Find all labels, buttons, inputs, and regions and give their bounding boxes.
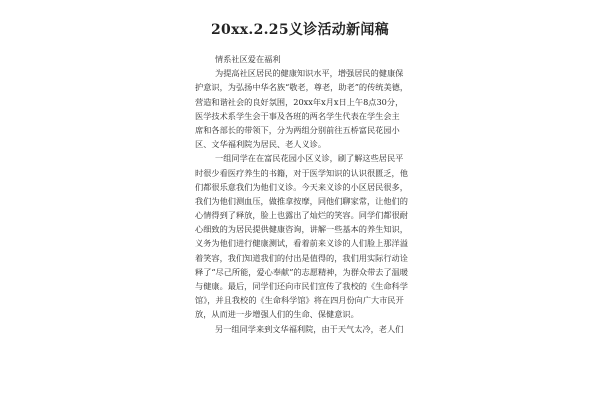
paragraph-line: 护意识，为弘扬中华名族“敬老，尊老，助老”的传统美德， <box>195 82 409 93</box>
paragraph-line: 义务为他们进行健康测试，看着前来义诊的人们脸上那洋溢 <box>195 238 408 249</box>
paragraph-line: 馆》，并且我校的《生命科学馆》将在四月份向广大市民开 <box>195 295 404 306</box>
paragraph-line: 放，从而进一步增强人们的生命、保健意识。 <box>195 309 359 320</box>
paragraph-line: 心细致的为居民提供健康咨询，讲解一些基本的养生知识， <box>195 224 408 235</box>
paragraph-line: 医学技术系学生会干事及各班的两名学生代表在学生会主 <box>195 110 400 121</box>
paragraph-line: 们都很乐意我们为他们义诊。今天来义诊的小区居民很多， <box>195 181 408 192</box>
paragraph-line: 我们为他们测血压，做推拿按摩，同他们聊家常，让他们的 <box>195 195 408 206</box>
document-subtitle: 情系社区爱在福利 <box>215 54 281 64</box>
paragraph-line: 席和各部长的带领下，分为两组分别前往五桥富民花园小 <box>195 124 400 135</box>
paragraph-line: 另一组同学来到文华福利院，由于天气太冷，老人们 <box>215 323 404 334</box>
paragraph-line: 释了“尽己所能，爱心奉献”的志愿精神，为群众带去了温暖 <box>195 266 409 277</box>
paragraph-line: 为提高社区居民的健康知识水平，增强居民的健康保 <box>215 68 404 79</box>
paragraph-line: 心情得到了释放，脸上也露出了灿烂的笑容。同学们都很耐 <box>195 210 408 221</box>
paragraph-line: 一组同学在在富民花园小区义诊，刷了解这些居民平 <box>215 153 404 164</box>
document-title: 20xx.2.25义诊活动新闻稿 <box>211 22 389 38</box>
paragraph-line: 与健康。最后，同学们还向市民们宣传了我校的《生命科学 <box>195 281 408 291</box>
paragraph-line: 时很少看医疗养生的书籍，对于医学知识的认识很匮乏，他 <box>195 167 408 178</box>
document-body <box>195 52 425 336</box>
paragraph-line: 区、文华福利院为居民、老人义诊。 <box>195 139 327 150</box>
paragraph-line: 营造和谐社会的良好氛围，20xx年x月x日上午8点30分， <box>195 96 404 107</box>
paragraph-line: 着笑容，我们知道我们的付出是值得的，我们用实际行动诠 <box>195 252 408 263</box>
